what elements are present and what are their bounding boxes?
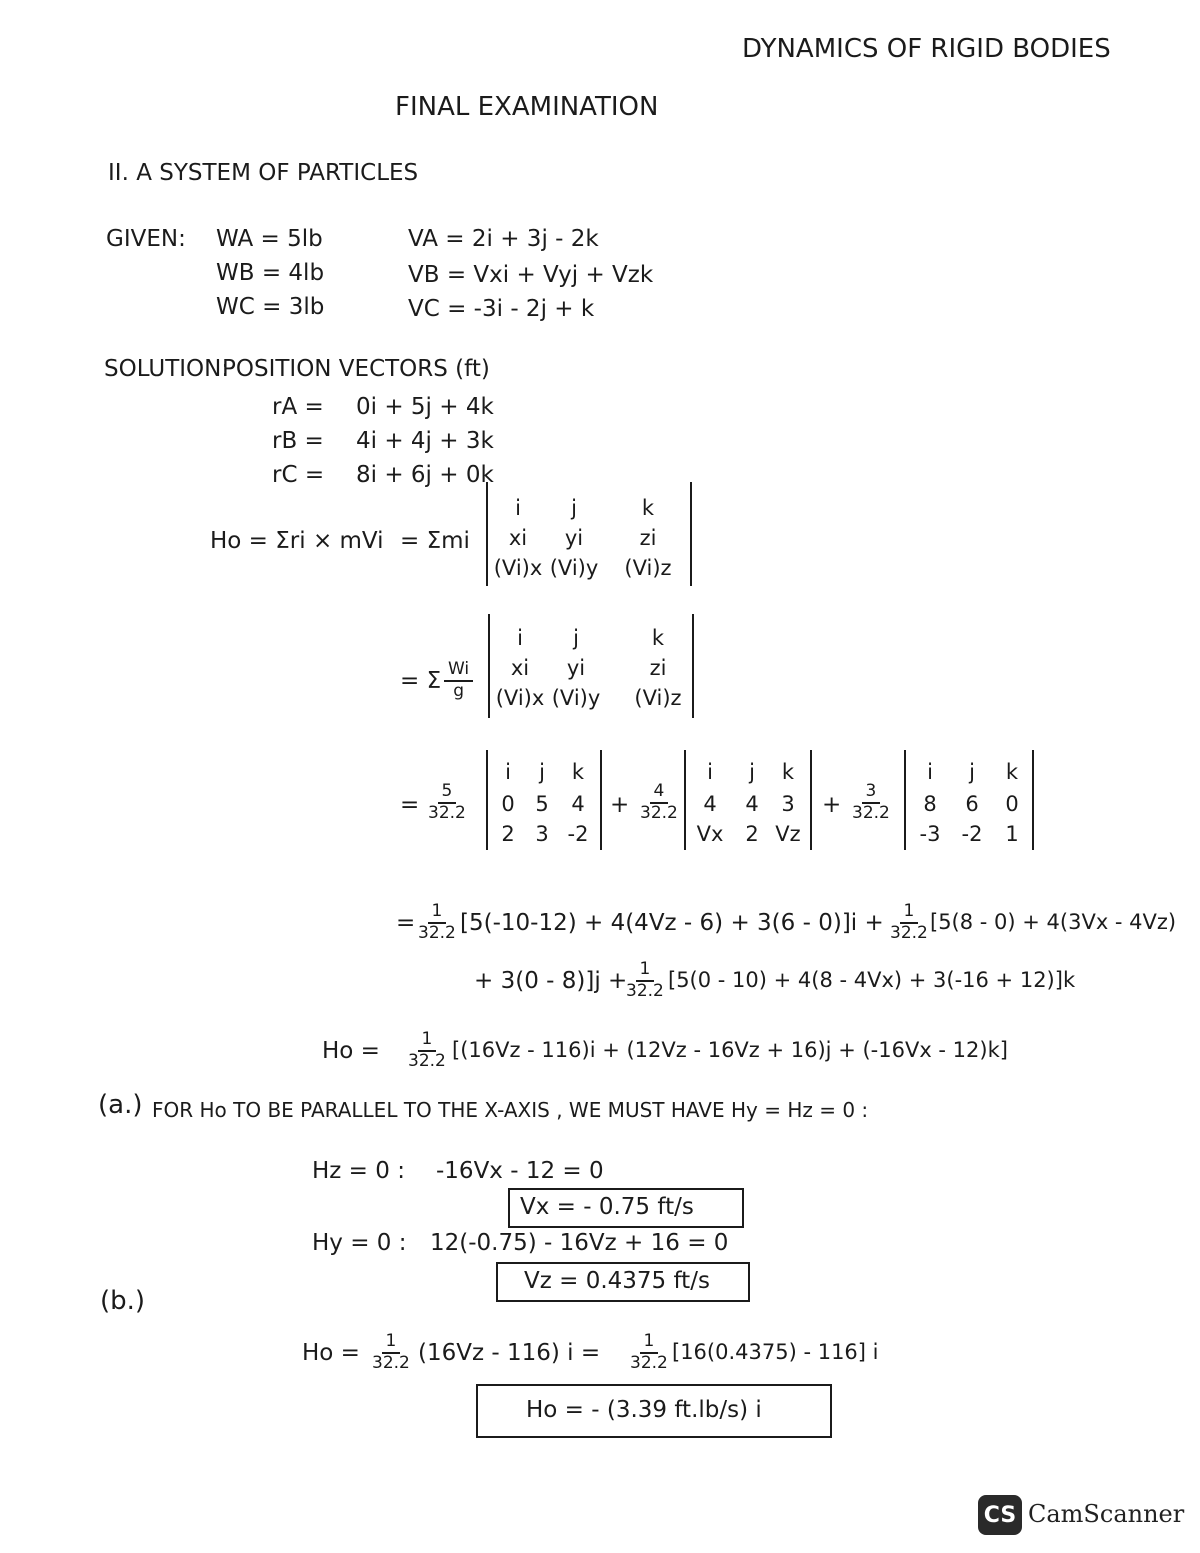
det-cell: yi [566,656,586,680]
vz-answer-box [496,1262,750,1302]
problem-title: II. A SYSTEM OF PARTICLES [108,160,419,186]
term-b-coefficient [636,782,682,823]
expansion-factor [622,960,668,1001]
momentum-eq1: = Σmi [400,528,470,554]
given-label: GIVEN: [106,226,186,252]
expansion-factor [886,902,932,943]
vx-answer: Vx = - 0.75 ft/s [520,1194,694,1220]
det-cell: 0 [1005,792,1019,816]
det-cell: j [539,760,545,784]
result-rhs: [(16Vz - 116)i + (12Vz - 16Vz + 16)j + (-16Vx - 12)k] [452,1038,1008,1062]
det-cell: (Vi)y [551,686,601,710]
hz-label: Hz = 0 : [312,1158,405,1184]
det-cell: j [969,760,975,784]
det-cell: (Vi)x [493,556,543,580]
det-cell: 0 [501,792,515,816]
det-cell: 8 [923,792,937,816]
term-c-coefficient [848,782,894,823]
camscanner-text: CamScanner [1028,1500,1185,1528]
general-determinant [486,482,692,586]
det-cell: (Vi)z [634,686,682,710]
fraction-numerator: 1 [418,1030,437,1052]
fraction-numerator: 3 [862,782,881,804]
fraction-denominator: 32.2 [428,802,466,823]
ho-answer: Ho = - (3.39 ft.lb/s) i [526,1397,762,1423]
position-heading: POSITION VECTORS (ft) [222,356,490,382]
weight-c: WC = 3lb [216,294,325,320]
det-cell: 4 [571,792,585,816]
expansion-equals: = [396,910,416,936]
part-b-factor [626,1332,672,1373]
expansion-j-term-start: [5(8 - 0) + 4(3Vx - 4Vz) [930,910,1177,934]
fraction-denominator: 32.2 [640,802,678,823]
determinant-particle-c [904,750,1034,850]
det-cell: xi [510,656,530,680]
position-ra-value: 0i + 5j + 4k [356,394,494,420]
det-cell: k [1005,760,1019,784]
momentum-lhs: Ho = Σri × mVi [210,528,384,554]
hy-equation: 12(-0.75) - 16Vz + 16 = 0 [430,1230,729,1256]
position-ra-label: rA = [272,394,324,420]
exam-title: FINAL EXAMINATION [395,92,659,122]
fraction-numerator: 5 [438,782,457,804]
fraction-denominator: 32.2 [418,922,456,943]
fraction-numerator: 1 [382,1332,401,1354]
det-cell: i [517,626,523,650]
velocity-a: VA = 2i + 3j - 2k [408,226,599,252]
det-cell: (Vi)x [495,686,545,710]
determinant-particle-b [684,750,812,850]
det-cell: Vz [775,822,801,846]
det-cell: 3 [781,792,795,816]
det-cell: zi [649,656,667,680]
solution-label: SOLUTION: [104,356,230,382]
fraction-denominator: 32.2 [890,922,928,943]
fraction-denominator: g [453,680,464,701]
hz-equation: -16Vx - 12 = 0 [436,1158,604,1184]
part-b-rhs: [16(0.4375) - 116] i [672,1340,879,1364]
fraction-denominator: 32.2 [630,1352,668,1373]
det-cell: j [571,496,577,520]
det-cell: i [707,760,713,784]
det-cell: k [571,760,585,784]
momentum-eq2: = Σ [400,668,442,694]
vx-answer-box [508,1188,744,1228]
expansion-k-term: [5(0 - 10) + 4(8 - 4Vx) + 3(-16 + 12)]k [668,968,1076,992]
term-a-coefficient [424,782,470,823]
position-rb-label: rB = [272,428,324,454]
det-cell: k [651,626,665,650]
ho-answer-box [476,1384,832,1438]
det-cell: k [781,760,795,784]
expansion-i-term: [5(-10-12) + 4(4Vz - 6) + 3(6 - 0)]i + [460,910,884,936]
fraction-numerator: 1 [428,902,447,924]
det-cell: 3 [535,822,549,846]
position-rc-label: rC = [272,462,325,488]
det-cell: yi [564,526,584,550]
fraction-denominator: 32.2 [626,980,664,1001]
det-cell: zi [639,526,657,550]
part-b-middle: (16Vz - 116) i = [418,1340,601,1366]
result-lhs: Ho = [322,1038,380,1064]
fraction-numerator: 1 [640,1332,659,1354]
part-b-label: (b.) [100,1286,146,1316]
det-cell: -2 [567,822,589,846]
camscanner-logo: CS [978,1495,1022,1535]
det-cell: 4 [745,792,759,816]
det-cell: j [749,760,755,784]
det-cell: Vx [696,822,724,846]
fraction-denominator: 32.2 [372,1352,410,1373]
part-a-label: (a.) [98,1090,143,1120]
weight-b: WB = 4lb [216,260,325,286]
fraction-numerator: 4 [650,782,669,804]
fraction-numerator: 1 [900,902,919,924]
velocity-b: VB = Vxi + Vyj + Vzk [408,262,654,288]
vz-answer: Vz = 0.4375 ft/s [524,1268,710,1294]
result-factor [404,1030,450,1071]
part-b-factor [368,1332,414,1373]
expansion-factor [414,902,460,943]
det-cell: 1 [1005,822,1019,846]
det-cell: -2 [961,822,983,846]
det-cell: j [573,626,579,650]
weight-a: WA = 5lb [216,226,323,252]
determinant-particle-a [486,750,602,850]
position-rb-value: 4i + 4j + 3k [356,428,494,454]
det-cell: (Vi)y [549,556,599,580]
det-cell: i [927,760,933,784]
plus-sign: + [822,792,842,818]
det-cell: k [641,496,655,520]
plus-sign: + [610,792,630,818]
fraction-denominator: 32.2 [408,1050,446,1071]
det-cell: i [505,760,511,784]
fraction-numerator: Wi [444,660,473,682]
det-cell: 4 [703,792,717,816]
fraction-denominator: 32.2 [852,802,890,823]
det-cell: -3 [919,822,941,846]
det-cell: (Vi)z [624,556,672,580]
det-cell: i [515,496,521,520]
det-cell: 2 [745,822,759,846]
weight-over-g [444,660,473,701]
expansion-j-term-end: + 3(0 - 8)]j + [474,968,628,994]
part-a-statement: FOR Ho TO BE PARALLEL TO THE X-AXIS , WE MUST HAVE Hy = Hz = 0 : [152,1098,869,1122]
part-b-lhs: Ho = [302,1340,360,1366]
fraction-numerator: 1 [636,960,655,982]
momentum-eq3: = [400,792,420,818]
det-cell: 2 [501,822,515,846]
weighted-determinant [488,614,694,718]
hy-label: Hy = 0 : [312,1230,407,1256]
velocity-c: VC = -3i - 2j + k [408,296,595,322]
det-cell: xi [508,526,528,550]
det-cell: 6 [965,792,979,816]
det-cell: 5 [535,792,549,816]
position-rc-value: 8i + 6j + 0k [356,462,494,488]
course-title: DYNAMICS OF RIGID BODIES [742,34,1111,64]
